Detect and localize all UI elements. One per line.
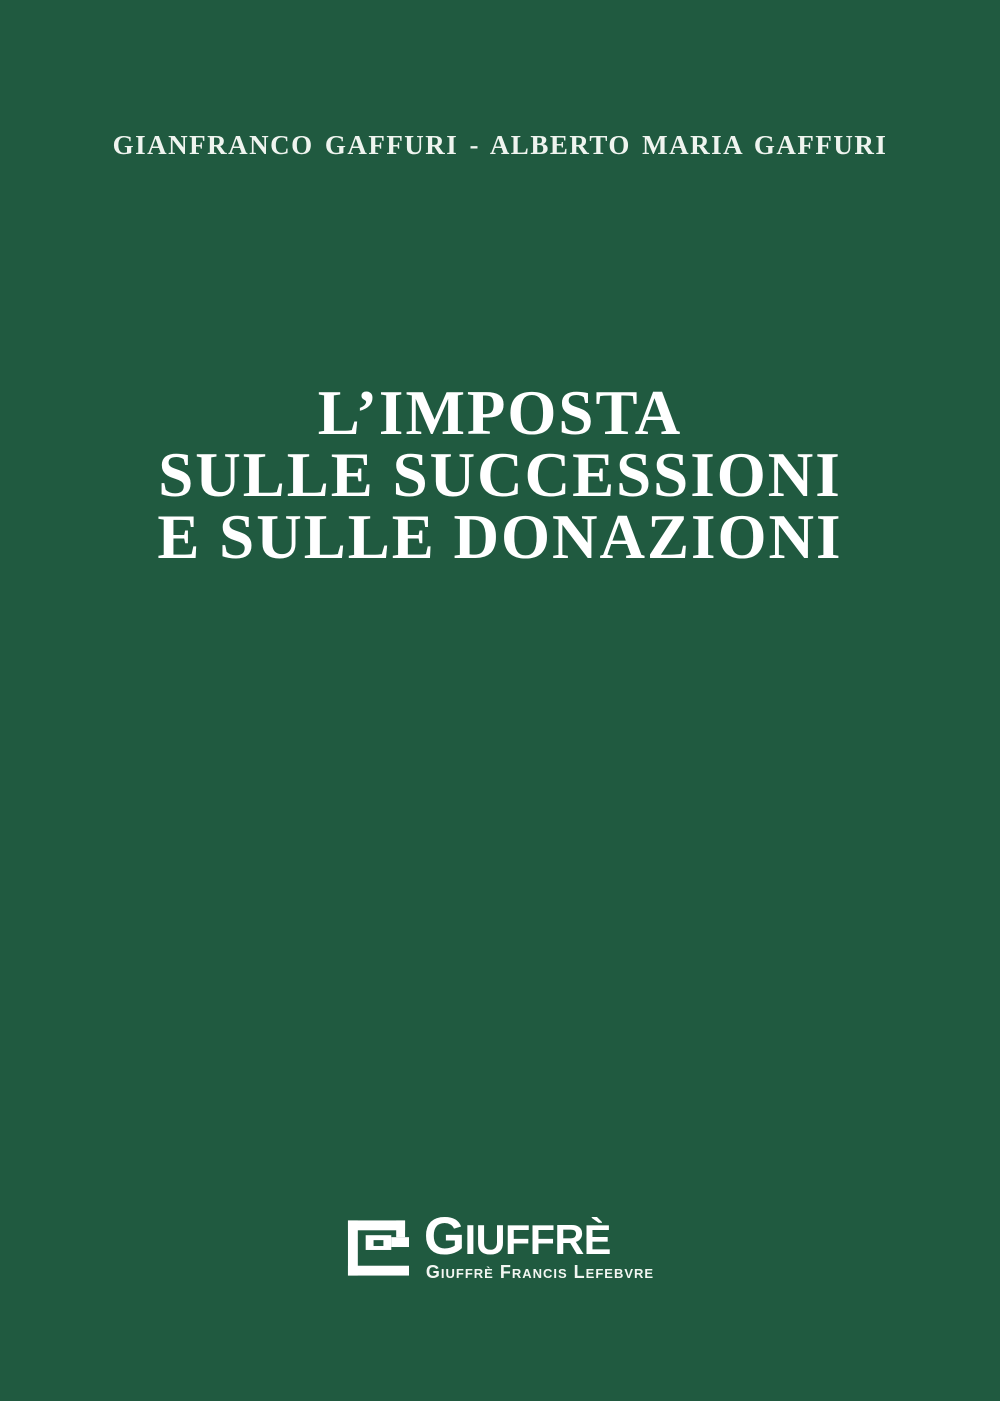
publisher-wordmark xyxy=(423,1207,654,1267)
wordmark-initial: G xyxy=(423,1207,465,1267)
title-line-3: E SULLE DONAZIONI xyxy=(157,502,843,572)
authors-line: GIANFRANCO GAFFURI - ALBERTO MARIA GAFFURI xyxy=(112,130,888,160)
book-title xyxy=(0,378,1000,572)
title-line-2: SULLE SUCCESSIONI xyxy=(158,440,842,510)
title-line-1: L’IMPOSTA xyxy=(317,378,683,448)
wordmark-rest: IUFFRÈ xyxy=(464,1217,611,1264)
giuffre-g-monogram-icon xyxy=(346,1220,409,1276)
publisher-tagline: Giuffrè Francis Lefebvre xyxy=(425,1261,655,1282)
publisher-text-block xyxy=(423,1207,655,1282)
publisher-logo xyxy=(0,1207,1000,1284)
